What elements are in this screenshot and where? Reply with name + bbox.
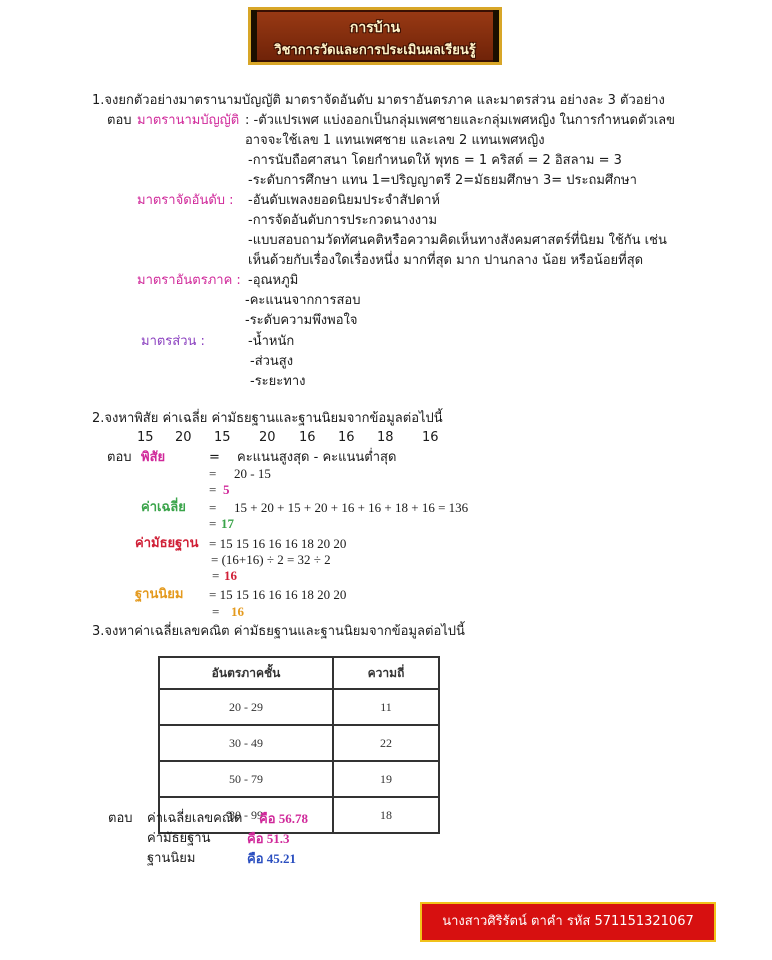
range-eq-3: = <box>209 482 217 497</box>
nominal-line-1: : -ตัวแปรเพศ แบ่งออกเป็นกลุ่มเพศชายและกลุ่มเพศหญิง ในการกำหนดตัวเลข <box>245 113 676 128</box>
table-row <box>159 689 439 725</box>
mode-result-eq: = <box>212 604 220 619</box>
median-label-q3: ค่ามัธยฐาน <box>147 831 211 846</box>
q2-data-value: 20 <box>175 430 192 445</box>
ordinal-scale-label: มาตราจัดอันดับ : <box>137 193 234 208</box>
ratio-line-2: -ส่วนสูง <box>250 354 294 369</box>
ordinal-line-4: เห็นด้วยกับเรื่องใดเรื่องหนึ่ง มากที่สุด มาก ปานกลาง น้อย หรือน้อยที่สุด <box>248 253 644 268</box>
q2-data-value: 16 <box>422 430 439 445</box>
ordinal-line-3: -แบบสอบถามวัดทัศนคติหรือความคิดเห็นทางสังคมศาสตร์ที่นิยม ใช้กัน เช่น <box>248 233 667 248</box>
q2-data-value: 15 <box>137 430 154 445</box>
ratio-line-1: -น้ำหนัก <box>248 334 295 349</box>
range-eq-2: = <box>209 466 217 481</box>
median-value-q3: คือ 51.3 <box>247 831 290 846</box>
range-substitution: 20 - 15 <box>234 466 271 481</box>
q2-answer-label: ตอบ <box>107 450 132 465</box>
median-sorted-data: = 15 15 16 16 16 18 20 20 <box>209 536 347 551</box>
frequency-cell: 11 <box>333 689 439 725</box>
q2-data-value: 20 <box>259 430 276 445</box>
q3-question: 3.จงหาค่าเฉลี่ยเลขคณิต ค่ามัธยฐานและฐานนิยมจากข้อมูลต่อไปนี้ <box>92 624 465 639</box>
interval-line-2: -คะแนนจากการสอบ <box>245 293 361 308</box>
median-label: ค่ามัธยฐาน <box>135 536 199 551</box>
range-label: พิสัย <box>141 450 166 465</box>
nominal-scale-label: มาตรานามบัญญัติ <box>137 113 240 128</box>
class-interval-cell: 20 - 29 <box>159 689 333 725</box>
mean-eq: = <box>209 500 217 515</box>
frequency-cell: 19 <box>333 761 439 797</box>
nominal-line-4: -ระดับการศึกษา แทน 1=ปริญญาตรี 2=มัธยมศึกษา 3= ประถมศึกษา <box>248 173 637 188</box>
class-interval-cell: 50 - 79 <box>159 761 333 797</box>
q2-question: 2.จงหาพิสัย ค่าเฉลี่ย ค่ามัธยฐานและฐานนิยมจากข้อมูลต่อไปนี้ <box>92 411 443 426</box>
arith-mean-label: ค่าเฉลี่ยเลขคณิต <box>147 811 243 826</box>
frequency-header: ความถี่ <box>333 657 439 689</box>
mode-sorted-data: = 15 15 16 16 16 18 20 20 <box>209 587 347 602</box>
mean-label: ค่าเฉลี่ย <box>141 500 186 515</box>
table-row <box>159 725 439 761</box>
ordinal-line-2: -การจัดอันดับการประกวดนางงาม <box>248 213 438 228</box>
class-interval-cell: 80 - 99 <box>159 797 333 833</box>
q3-answer-label: ตอบ <box>108 811 133 826</box>
title-banner <box>248 7 502 65</box>
arith-mean-value: คือ 56.78 <box>259 811 309 826</box>
median-calc: = (16+16) ÷ 2 = 32 ÷ 2 <box>211 552 331 567</box>
median-result-eq: = <box>212 568 220 583</box>
nominal-line-3: -การนับถือศาสนา โดยกำหนดให้ พุทธ = 1 คริสต์ = 2 อิสลาม = 3 <box>248 153 622 168</box>
homework-title: การบ้าน <box>349 20 401 36</box>
range-eq-1: = <box>209 450 220 465</box>
range-formula: คะแนนสูงสุด - คะแนนต่ำสุด <box>237 450 397 465</box>
frequency-cell: 22 <box>333 725 439 761</box>
interval-scale-label: มาตราอันตรภาค : <box>137 273 241 288</box>
q1-question: 1.จงยกตัวอย่างมาตรานามบัญญัติ มาตราจัดอันดับ มาตราอันตรภาค และมาตรส่วน อย่างละ 3 ตัวอย่าง <box>92 93 665 108</box>
ratio-scale-label: มาตรส่วน : <box>141 334 205 349</box>
q2-data-value: 16 <box>338 430 355 445</box>
mode-result: 16 <box>231 604 244 619</box>
mode-label: ฐานนิยม <box>135 587 184 602</box>
mode-value-q3: คือ 45.21 <box>247 851 297 866</box>
ordinal-line-1: -อันดับเพลงยอดนิยมประจำสัปดาห์ <box>248 193 440 208</box>
author-name-box: นางสาวศิริรัตน์ ตาคำ รหัส 571151321067 <box>420 902 716 942</box>
course-subtitle: วิชาการวัดและการประเมินผลเรียนรู้ <box>274 43 476 58</box>
mean-expression: 15 + 20 + 15 + 20 + 16 + 16 + 18 + 16 = 136 <box>234 500 469 515</box>
q1-answer-label: ตอบ <box>107 113 132 128</box>
nominal-line-2: อาจจะใช้เลข 1 แทนเพศชาย และเลข 2 แทนเพศหญิง <box>245 133 545 148</box>
ratio-line-3: -ระยะทาง <box>250 374 306 389</box>
class-interval-cell: 30 - 49 <box>159 725 333 761</box>
frequency-cell: 18 <box>333 797 439 833</box>
median-result: 16 <box>224 568 237 583</box>
mean-result-eq: = <box>209 516 217 531</box>
q2-data-value: 18 <box>377 430 394 445</box>
q2-data-value: 15 <box>214 430 231 445</box>
range-result: 5 <box>223 482 230 497</box>
class-interval-header: อันตรภาคชั้น <box>159 657 333 689</box>
mode-label-q3: ฐานนิยม <box>147 851 196 866</box>
mean-result: 17 <box>221 516 234 531</box>
table-row <box>159 761 439 797</box>
interval-line-3: -ระดับความพึงพอใจ <box>245 313 358 328</box>
table-header-row <box>159 657 439 689</box>
q2-data-value: 16 <box>299 430 316 445</box>
interval-line-1: -อุณหภูมิ <box>248 273 299 288</box>
frequency-table <box>158 656 440 834</box>
